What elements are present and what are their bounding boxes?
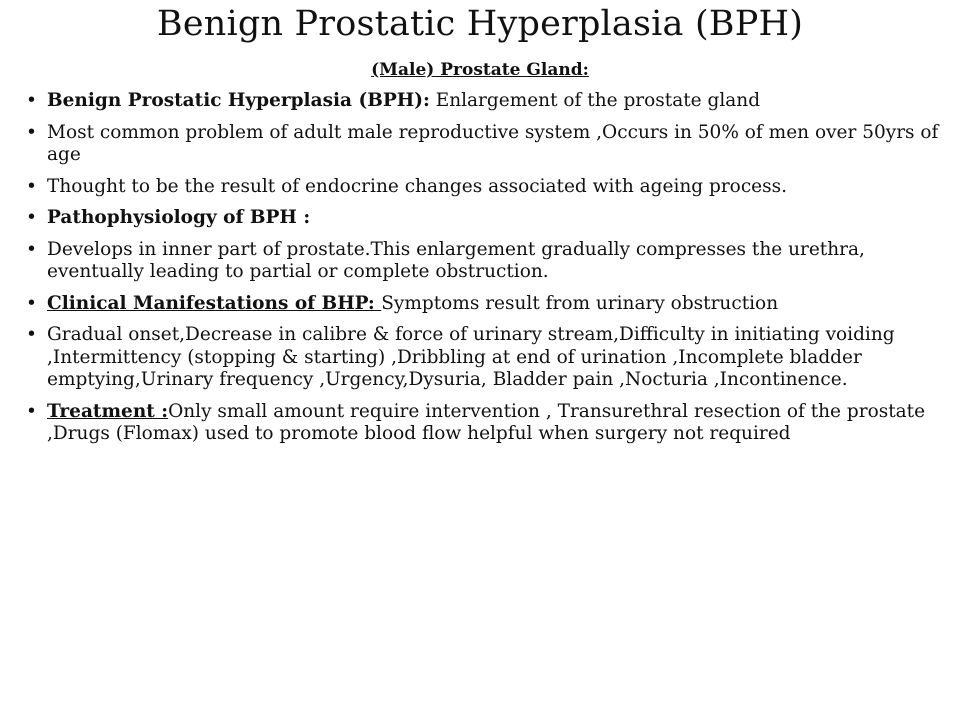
- bullet-text: Develops in inner part of prostate.This enlargement gradually compresses the urethra, eventually leading to partial or complete obstruction.: [47, 238, 865, 282]
- bullet-lead: Clinical Manifestations of BHP:: [47, 292, 382, 314]
- bullet-item: [26, 122, 946, 167]
- bullet-text: Most common problem of adult male reproductive system ,Occurs in 50% of men over 50yrs of age: [47, 121, 939, 165]
- bullet-dot: •: [26, 90, 37, 111]
- bullet-dot: •: [26, 207, 37, 228]
- slide-title: Benign Prostatic Hyperplasia (BPH): [156, 4, 804, 44]
- bullet-text: Only small amount require intervention , Transurethral resection of the prostate ,Drugs (Flomax) used to promote blood flow helpful when surgery not required: [47, 400, 926, 444]
- bullet-item: [26, 90, 946, 113]
- bullet-item: [26, 401, 946, 446]
- bullet-text: Enlargement of the prostate gland: [429, 90, 761, 111]
- bullet-item: [26, 207, 946, 230]
- bullet-lead: Benign Prostatic Hyperplasia (BPH):: [47, 90, 430, 111]
- slide-subtitle: (Male) Prostate Gland:: [371, 60, 589, 80]
- bullet-dot: •: [26, 400, 37, 422]
- bullet-item: [26, 293, 946, 316]
- bullet-item: [26, 239, 946, 284]
- bullet-dot: •: [26, 238, 37, 260]
- bullet-text: Symptoms result from urinary obstruction: [381, 292, 779, 314]
- bullet-item: [26, 176, 946, 199]
- bullet-dot: •: [26, 175, 37, 197]
- bullet-dot: •: [26, 324, 37, 345]
- bullet-dot: •: [26, 121, 37, 143]
- bullet-lead: Treatment :: [47, 400, 169, 422]
- bullet-lead: Pathophysiology of BPH :: [47, 207, 311, 228]
- bullet-text: Thought to be the result of endocrine changes associated with ageing process.: [47, 175, 787, 197]
- bullet-item: [26, 324, 946, 392]
- bullet-text: Gradual onset,Decrease in calibre & force of urinary stream,Difficulty in initiating voiding ,Intermittency (stopping & starting) ,Dribbling at end of urination ,Incomplete bladder emptying,Urinary frequency ,Urgency,Dysuria, Bladder pain ,Nocturia ,Incontinence.: [47, 324, 895, 390]
- bullet-dot: •: [26, 292, 37, 314]
- bullet-list: [26, 90, 946, 455]
